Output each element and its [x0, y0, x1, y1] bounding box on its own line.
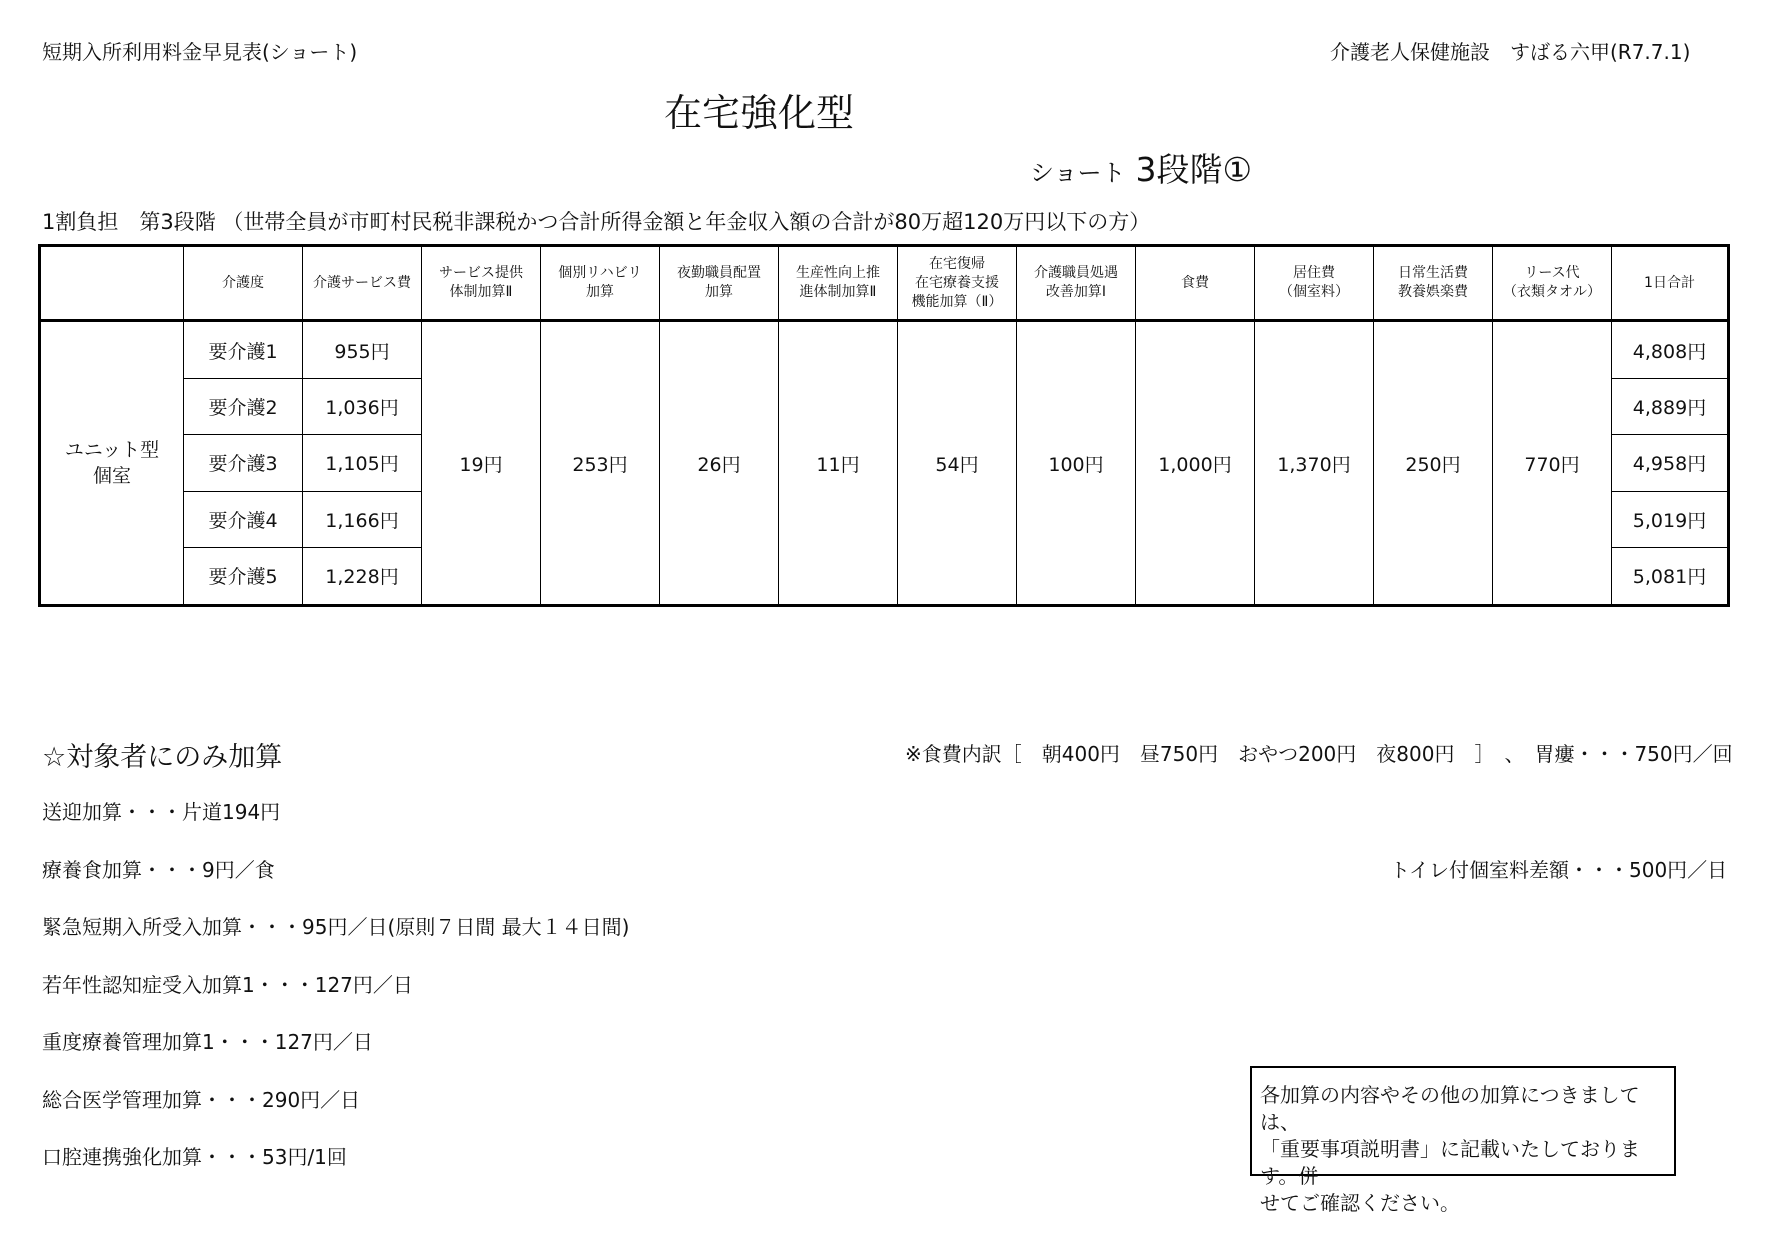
addition-item: 総合医学管理加算・・・290円／日 [42, 1088, 361, 1112]
column-header: 介護サービス費 [303, 246, 422, 321]
addition-item: 口腔連携強化加算・・・53円/1回 [42, 1145, 347, 1169]
staff-treatment-cell: 100円 [1017, 321, 1136, 606]
addition-item: 療養食加算・・・9円／食 [42, 858, 275, 882]
service-fee-cell: 1,105円 [303, 435, 422, 491]
column-header: 居住費 （個室料） [1255, 246, 1374, 321]
daily-total-cell: 4,808円 [1612, 321, 1729, 379]
service-fee-cell: 955円 [303, 321, 422, 379]
subtitle [1030, 144, 1252, 191]
addition-item: 若年性認知症受入加算1・・・127円／日 [42, 973, 413, 997]
burden-description: 1割負担 第3段階 （世帯全員が市町村民税非課税かつ合計所得金額と年金収入額の合計が80万超120万円以下の方） [42, 210, 1151, 234]
service-provision-cell: 19円 [422, 321, 541, 606]
residence-cell: 1,370円 [1255, 321, 1374, 606]
daily-total-cell: 5,081円 [1612, 547, 1729, 605]
service-fee-cell: 1,228円 [303, 547, 422, 605]
column-header: 日常生活費 教養娯楽費 [1374, 246, 1493, 321]
column-header: 1日合計 [1612, 246, 1729, 321]
column-header: 在宅復帰 在宅療養支援 機能加算（Ⅱ） [898, 246, 1017, 321]
notice-line: 「重要事項説明書」に記載いたしております。併 [1260, 1137, 1640, 1188]
service-fee-cell: 1,036円 [303, 379, 422, 435]
subtitle-prefix: ショート [1030, 159, 1126, 187]
daily-total-cell: 4,889円 [1612, 379, 1729, 435]
column-header: リース代 （衣類タオル） [1493, 246, 1612, 321]
room-type-cell: ユニット型 個室 [40, 321, 184, 606]
care-level-cell: 要介護1 [184, 321, 303, 379]
column-header: 食費 [1136, 246, 1255, 321]
main-title: 在宅強化型 [664, 91, 855, 135]
daily-total-cell: 5,019円 [1612, 491, 1729, 547]
daily-life-cell: 250円 [1374, 321, 1493, 606]
subtitle-stage: 3段階① [1135, 150, 1253, 189]
care-level-cell: 要介護3 [184, 435, 303, 491]
notice-line: せてご確認ください。 [1260, 1191, 1460, 1215]
toilet-room-note: トイレ付個室料差額・・・500円／日 [1390, 858, 1728, 882]
document-title: 短期入所利用料金早見表(ショート) [42, 40, 358, 64]
care-level-cell: 要介護2 [184, 379, 303, 435]
productivity-cell: 11円 [779, 321, 898, 606]
addition-item: 送迎加算・・・片道194円 [42, 800, 281, 824]
care-level-cell: 要介護5 [184, 547, 303, 605]
column-header: 介護職員処遇 改善加算Ⅰ [1017, 246, 1136, 321]
home-return-cell: 54円 [898, 321, 1017, 606]
column-header: 生産性向上推 進体制加算Ⅱ [779, 246, 898, 321]
rate-table [38, 244, 1730, 607]
addition-item: 緊急短期入所受入加算・・・95円／日(原則７日間 最大１４日間) [42, 915, 630, 939]
facility-name: 介護老人保健施設 すばる六甲(R7.7.1) [1330, 40, 1691, 64]
daily-total-cell: 4,958円 [1612, 435, 1729, 491]
column-header [40, 246, 184, 321]
lease-cell: 770円 [1493, 321, 1612, 606]
rate-table-wrapper [38, 244, 1726, 607]
night-staff-cell: 26円 [660, 321, 779, 606]
rehab-cell: 253円 [541, 321, 660, 606]
column-header: サービス提供 体制加算Ⅱ [422, 246, 541, 321]
column-header: 個別リハビリ 加算 [541, 246, 660, 321]
meal-cell: 1,000円 [1136, 321, 1255, 606]
addition-item: 重度療養管理加算1・・・127円／日 [42, 1030, 373, 1054]
meal-breakdown-note: ※食費内訳［ 朝400円 昼750円 おやつ200円 夜800円 ］ 、 胃瘻・・・750円／回 [905, 742, 1733, 766]
column-header: 介護度 [184, 246, 303, 321]
notice-box [1250, 1066, 1676, 1215]
table-header-row [40, 246, 1729, 321]
table-row [40, 321, 1729, 379]
notice-line: 各加算の内容やその他の加算につきましては、 [1260, 1083, 1640, 1134]
additions-title: ☆対象者にのみ加算 [42, 742, 283, 773]
care-level-cell: 要介護4 [184, 491, 303, 547]
column-header: 夜勤職員配置 加算 [660, 246, 779, 321]
service-fee-cell: 1,166円 [303, 491, 422, 547]
